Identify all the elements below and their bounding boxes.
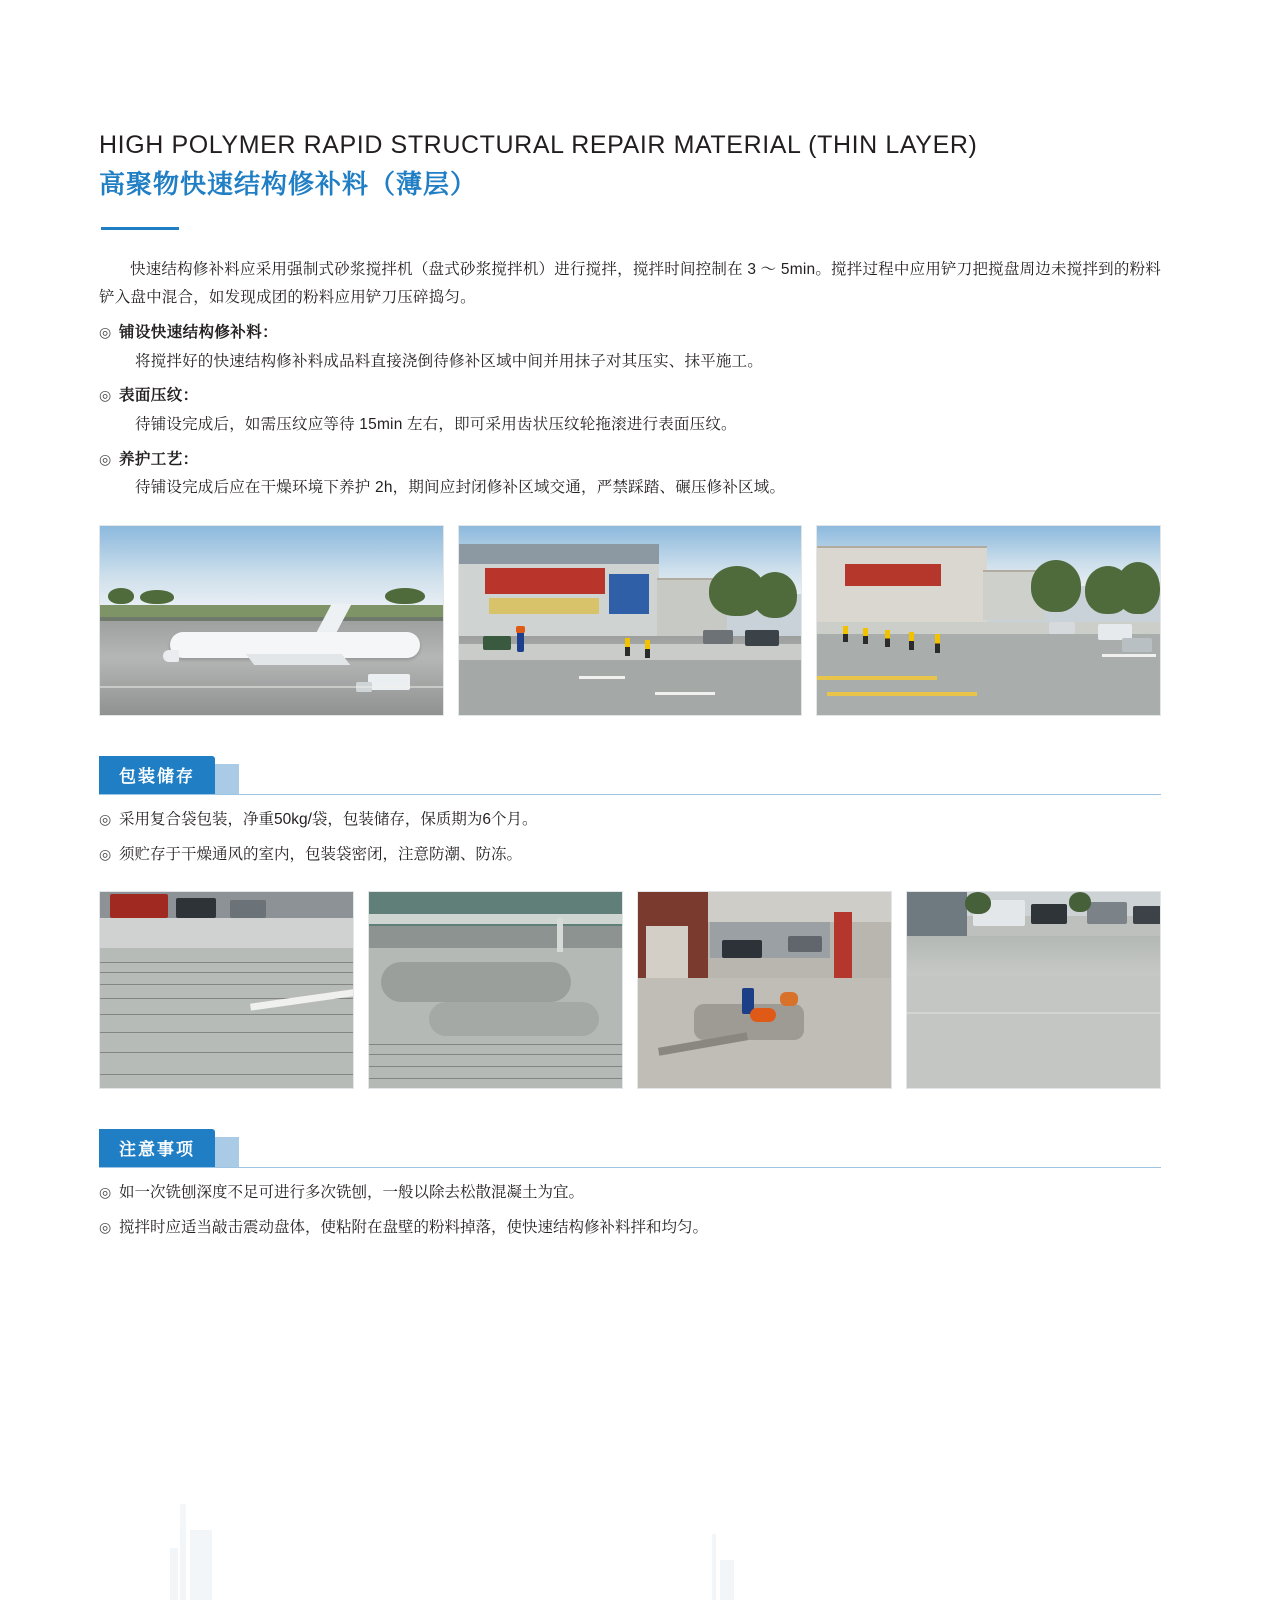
section-tab-label: 注意事项 [99,1129,215,1167]
section-precautions [99,1129,1161,1242]
section-header [99,756,1161,790]
finished-smooth-pavement-photo [906,891,1161,1089]
airport-apron-aircraft-photo [99,525,444,716]
step-item [99,446,1161,475]
page-title-english: HIGH POLYMER RAPID STRUCTURAL REPAIR MATERIAL (THIN LAYER) [99,131,978,159]
list-item [99,841,1161,870]
section-tab-label: 包装储存 [99,756,215,794]
bullet-icon: ◎ [99,323,112,340]
list-item-text: 须贮存于干燥通风的室内，包装袋密闭，注意防潮、防冻。 [119,845,523,863]
step-item [99,382,1161,411]
bullet-icon: ◎ [99,1218,112,1235]
page-title-chinese: 高聚物快速结构修补料（薄层） [99,169,478,199]
step-heading: 表面压纹： [119,387,199,405]
step-heading: 铺设快速结构修补料： [119,323,279,341]
page-content [99,130,1161,1243]
step-heading: 养护工艺： [119,450,199,468]
damaged-pavement-guardrail-photo [368,891,623,1089]
tined-concrete-pavement-photo [99,891,354,1089]
gallery-packaging-storage [99,891,1161,1089]
section-body [99,1179,1161,1242]
street-shopfront-repaired-road-photo [458,525,803,716]
urban-road-with-traffic-cones-photo [816,525,1161,716]
section-underline [99,794,1161,795]
gas-station-repair-work-photo [637,891,892,1089]
bullet-icon: ◎ [99,387,112,404]
bullet-icon: ◎ [99,845,112,862]
gallery-top [99,525,1161,716]
title-divider [101,227,179,230]
section-underline [99,1167,1161,1168]
step-detail: 待铺设完成后，如需压纹应等待 15min 左右，即可采用齿状压纹轮拖滚进行表面压纹。 [135,415,737,433]
intro-paragraph: 快速结构修补料应采用强制式砂浆搅拌机（盘式砂浆搅拌机）进行搅拌，搅拌时间控制在 3 ～ 5min。搅拌过程中应用铲刀把搅盘周边未搅拌到的粉料铲入盘中混合，如发现成团的粉料应用铲刀压碎捣匀。 [99,260,1161,307]
list-item-text: 搅拌时应适当敲击震动盘体，使粘附在盘壁的粉料掉落，使快速结构修补料拌和均匀。 [119,1218,709,1236]
list-item [99,806,1161,835]
bullet-icon: ◎ [99,450,112,467]
bullet-icon: ◎ [99,810,112,827]
step-detail: 将搅拌好的快速结构修补料成品料直接浇倒待修补区域中间并用抹子对其压实、抹平施工。 [135,352,764,370]
list-item-text: 采用复合袋包装，净重50kg/袋，包装储存，保质期为6个月。 [119,810,538,828]
list-item [99,1214,1161,1243]
step-item [99,319,1161,348]
section-body [99,806,1161,1089]
list-item [99,1179,1161,1208]
section-header [99,1129,1161,1163]
step-detail: 待铺设完成后应在干燥环境下养护 2h，期间应封闭修补区域交通，严禁踩踏、碾压修补区域。 [135,479,786,497]
list-item-text: 如一次铣刨深度不足可进行多次铣刨，一般以除去松散混凝土为宜。 [119,1184,585,1202]
steps-list [99,319,1161,503]
bullet-icon: ◎ [99,1184,112,1201]
section-packaging-storage [99,756,1161,1089]
footer-watermark [160,1490,780,1600]
